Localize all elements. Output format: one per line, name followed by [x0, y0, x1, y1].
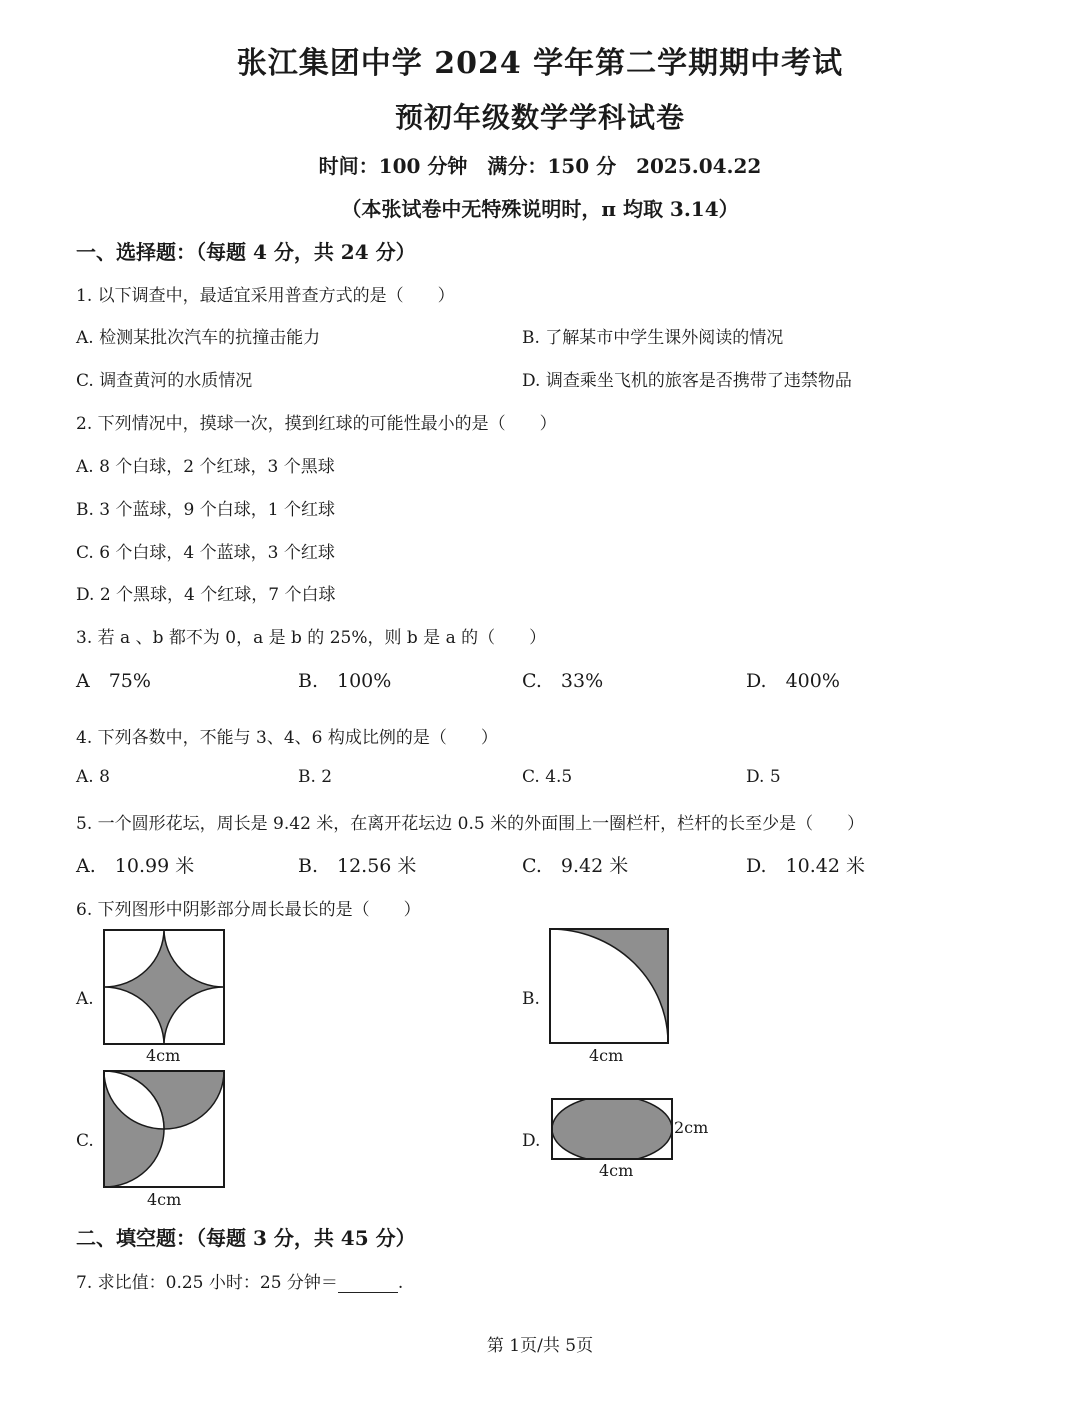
q6-figure-d-height: 2cm	[674, 1118, 709, 1137]
q6-figure-d-width: 4cm	[599, 1161, 634, 1180]
q3-option-b: B. 100%	[298, 670, 392, 692]
q4-option-c: C. 4.5	[522, 767, 573, 787]
q5-option-a: A. 10.99 米	[76, 855, 195, 877]
q4-option-d: D. 5	[746, 767, 781, 787]
q2-stem: 2. 下列情况中，摸球一次，摸到红球的可能性最小的是（ ）	[76, 414, 557, 434]
q1-stem: 1. 以下调查中，最适宜采用普查方式的是（ ）	[76, 286, 455, 306]
q1-option-a: A. 检测某批次汽车的抗撞击能力	[76, 328, 321, 348]
q6-figure-a	[103, 929, 225, 1045]
exam-note: （本张试卷中无特殊说明时，π 均取 3.14）	[341, 197, 739, 221]
q2-option-b: B. 3 个蓝球，9 个白球，1 个红球	[76, 500, 335, 520]
q5-option-d: D. 10.42 米	[746, 855, 866, 877]
q3-option-a: A 75%	[76, 670, 151, 692]
q6-figure-d	[551, 1098, 673, 1160]
q5-stem: 5. 一个圆形花坛，周长是 9.42 米，在离开花坛边 0.5 米的外面围上一圈栏杆，栏杆的长至少是（ ）	[76, 814, 865, 834]
exam-meta: 时间：100 分钟 满分：150 分 2025.04.22	[318, 154, 762, 178]
section-1-title: 一、选择题：（每题 4 分，共 24 分）	[76, 240, 416, 264]
q6-figure-c-label: C.	[76, 1131, 94, 1151]
q6-figure-c-dimension: 4cm	[147, 1190, 182, 1209]
section-2-title: 二、填空题：（每题 3 分，共 45 分）	[76, 1226, 416, 1250]
q7-stem	[76, 1268, 403, 1293]
q3-stem: 3. 若 a 、b 都不为 0，a 是 b 的 25%，则 b 是 a 的（ ）	[76, 628, 547, 648]
q5-option-c: C. 9.42 米	[522, 855, 629, 877]
q4-stem: 4. 下列各数中，不能与 3、4、6 构成比例的是（ ）	[76, 728, 498, 748]
q6-figure-b-dimension: 4cm	[589, 1046, 624, 1065]
q3-option-d: D. 400%	[746, 670, 840, 692]
q6-stem: 6. 下列图形中阴影部分周长最长的是（ ）	[76, 900, 421, 920]
q2-option-d: D. 2 个黑球，4 个红球，7 个白球	[76, 585, 336, 605]
q3-option-c: C. 33%	[522, 670, 604, 692]
q4-option-a: A. 8	[76, 767, 110, 787]
q7-period: .	[397, 1273, 404, 1293]
q1-option-d: D. 调查乘坐飞机的旅客是否携带了违禁物品	[522, 371, 852, 391]
exam-subtitle: 预初年级数学学科试卷	[394, 101, 685, 134]
q7-text: 7. 求比值：0.25 小时：25 分钟＝	[76, 1273, 338, 1293]
q6-figure-a-dimension: 4cm	[146, 1046, 181, 1065]
q6-figure-a-label: A.	[76, 989, 94, 1009]
q4-option-b: B. 2	[298, 767, 333, 787]
q7-answer-blank[interactable]	[338, 1276, 398, 1293]
page-footer: 第 1页/共 5页	[486, 1336, 594, 1356]
q2-option-a: A. 8 个白球，2 个红球，3 个黑球	[76, 457, 335, 477]
q1-option-c: C. 调查黄河的水质情况	[76, 371, 253, 391]
q5-option-b: B. 12.56 米	[298, 855, 417, 877]
q6-figure-c	[102, 1069, 226, 1189]
q6-figure-b-label: B.	[522, 989, 540, 1009]
q6-figure-b	[549, 928, 669, 1044]
q2-option-c: C. 6 个白球，4 个蓝球，3 个红球	[76, 543, 335, 563]
exam-title: 张江集团中学 2024 学年第二学期期中考试	[236, 46, 844, 81]
q1-option-b: B. 了解某市中学生课外阅读的情况	[522, 328, 784, 348]
q6-figure-d-label: D.	[522, 1131, 541, 1151]
